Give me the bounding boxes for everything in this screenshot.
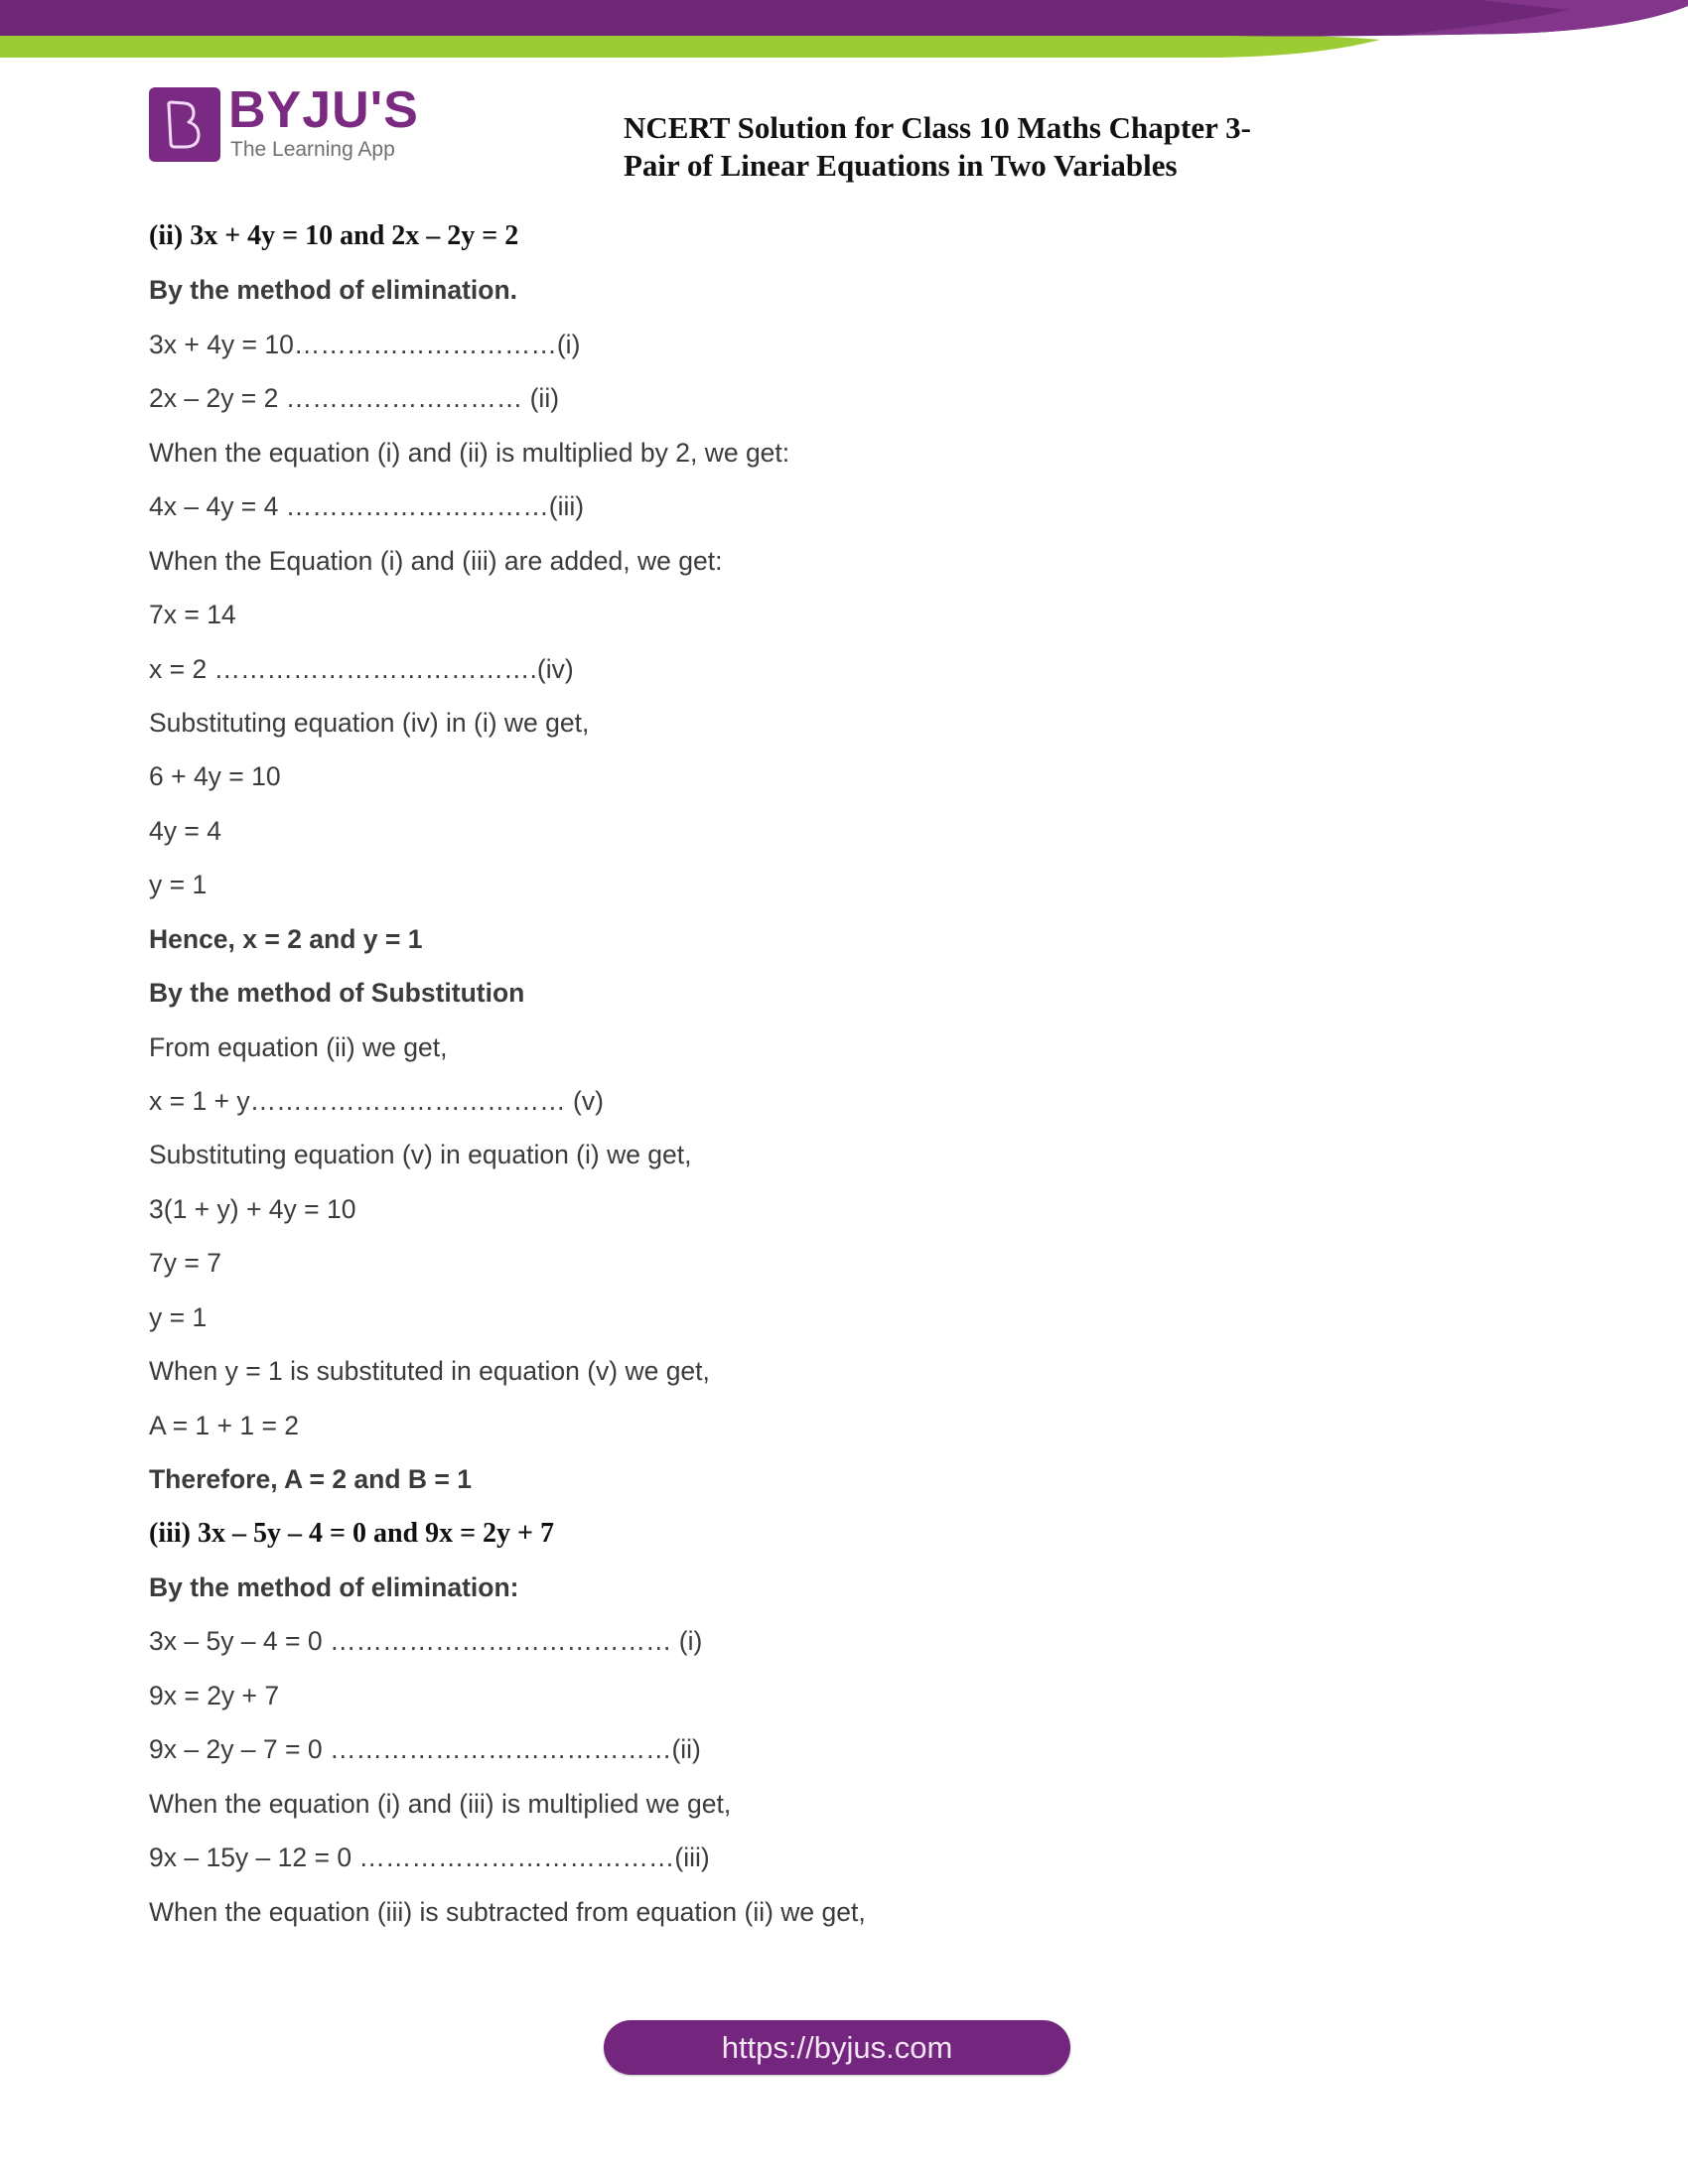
solution-line: From equation (ii) we get,: [149, 1031, 448, 1062]
solution-line: x = 2 ……………………………….(iv): [149, 653, 574, 684]
solution-line: 9x = 2y + 7: [149, 1680, 280, 1710]
byjus-logo: [149, 81, 419, 164]
solution-line: When the Equation (i) and (iii) are added, we get:: [149, 545, 723, 576]
solution-line: 4x – 4y = 4 …………………………(iii): [149, 491, 585, 522]
solution-line: Substituting equation (v) in equation (i) we get,: [149, 1140, 692, 1170]
solution-line: y = 1: [149, 1301, 208, 1332]
logo-tagline: The Learning App: [230, 138, 395, 161]
header-wave-banner: [0, 0, 1688, 69]
solution-line: 6 + 4y = 10: [149, 761, 281, 792]
solution-line: 7x = 14: [149, 600, 236, 630]
solution-line: 4y = 4: [149, 815, 221, 846]
logo-wordmark: BYJU'S: [228, 81, 419, 139]
question-heading: (ii) 3x + 4y = 10 and 2x – 2y = 2: [149, 220, 519, 251]
logo-b-icon: [149, 87, 220, 162]
byjus-url-link[interactable]: https://byjus.com: [604, 2020, 1070, 2075]
document-title: [624, 109, 1251, 185]
section-heading: By the method of Substitution: [149, 978, 525, 1009]
solution-line: 3(1 + y) + 4y = 10: [149, 1193, 356, 1224]
section-heading: Hence, x = 2 and y = 1: [149, 923, 423, 954]
solution-content: [149, 209, 1539, 1939]
section-heading: By the method of elimination.: [149, 275, 518, 306]
solution-line: Substituting equation (iv) in (i) we get,: [149, 707, 590, 738]
solution-line: When y = 1 is substituted in equation (v) we get,: [149, 1356, 710, 1387]
document-title-line-1: NCERT Solution for Class 10 Maths Chapter 3-: [624, 110, 1251, 145]
solution-line: x = 1 + y……………………………… (v): [149, 1086, 604, 1116]
solution-line: 7y = 7: [149, 1248, 221, 1279]
question-heading: (iii) 3x – 5y – 4 = 0 and 9x = 2y + 7: [149, 1517, 554, 1549]
solution-line: 2x – 2y = 2 ……………………… (ii): [149, 383, 560, 414]
solution-line: When the equation (iii) is subtracted from equation (ii) we get,: [149, 1896, 866, 1927]
solution-line: y = 1: [149, 870, 208, 900]
section-heading: Therefore, A = 2 and B = 1: [149, 1464, 472, 1495]
solution-line: 3x – 5y – 4 = 0 ………………………………… (i): [149, 1626, 703, 1657]
solution-line: A = 1 + 1 = 2: [149, 1410, 300, 1440]
solution-line: When the equation (i) and (iii) is multiplied we get,: [149, 1788, 732, 1819]
solution-line: 9x – 2y – 7 = 0 …………………………………(ii): [149, 1734, 701, 1765]
document-title-line-2: Pair of Linear Equations in Two Variables: [624, 148, 1178, 183]
solution-line: 9x – 15y – 12 = 0 ………………………………(iii): [149, 1843, 710, 1873]
solution-line: When the equation (i) and (ii) is multiplied by 2, we get:: [149, 437, 790, 468]
solution-line: 3x + 4y = 10…………………………(i): [149, 329, 581, 359]
section-heading: By the method of elimination:: [149, 1571, 519, 1602]
